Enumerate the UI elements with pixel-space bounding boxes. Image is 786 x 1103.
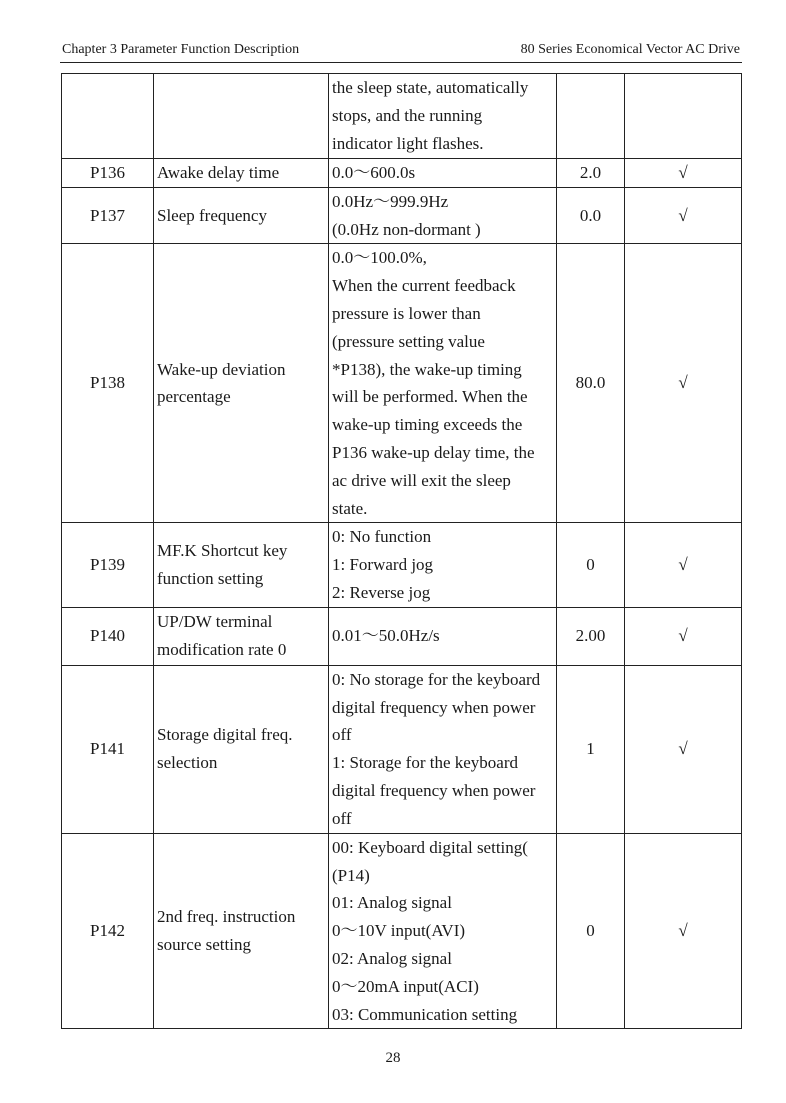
table-row bbox=[62, 523, 742, 607]
param-range-line: (pressure setting value bbox=[332, 331, 485, 351]
param-modify-check: √ bbox=[625, 187, 742, 244]
parameter-table bbox=[61, 73, 742, 1029]
table-row bbox=[62, 833, 742, 1029]
param-default: 2.00 bbox=[557, 607, 625, 665]
param-name-line: Awake delay time bbox=[157, 163, 280, 182]
param-range-line: 1: Forward jog bbox=[332, 555, 434, 575]
param-range bbox=[329, 74, 557, 159]
param-name-line: Wake-up deviation bbox=[157, 359, 286, 379]
table-row bbox=[62, 665, 742, 833]
param-range-line: 00: Keyboard digital setting( bbox=[332, 837, 528, 857]
param-default: 2.0 bbox=[557, 159, 625, 188]
table-row bbox=[62, 244, 742, 523]
param-range-line: 0.0～100.0%, bbox=[332, 248, 427, 268]
param-modify-check: √ bbox=[625, 833, 742, 1029]
param-code: P138 bbox=[62, 244, 154, 523]
param-modify-check: √ bbox=[625, 159, 742, 188]
param-code bbox=[62, 74, 154, 159]
param-name bbox=[154, 607, 329, 665]
param-range-line: off bbox=[332, 808, 352, 828]
param-range-line: (0.0Hz non-dormant ) bbox=[332, 219, 481, 239]
param-code: P139 bbox=[62, 523, 154, 607]
param-range bbox=[329, 665, 557, 833]
param-code: P137 bbox=[62, 187, 154, 244]
param-range-line: state. bbox=[332, 498, 368, 518]
param-range-line: 1: Storage for the keyboard bbox=[332, 753, 518, 773]
param-name-line: Sleep frequency bbox=[157, 205, 267, 225]
param-range-line: stops, and the running bbox=[332, 106, 483, 126]
param-range bbox=[329, 523, 557, 607]
param-range-line: wake-up timing exceeds the bbox=[332, 415, 523, 435]
param-range-line: 0.0～600.0s bbox=[332, 163, 416, 182]
param-range-line: (P14) bbox=[332, 865, 370, 885]
param-range-line: ac drive will exit the sleep bbox=[332, 470, 511, 490]
param-range bbox=[329, 833, 557, 1029]
param-name-line: percentage bbox=[157, 387, 231, 407]
param-range-line: *P138), the wake-up timing bbox=[332, 359, 522, 379]
param-code: P142 bbox=[62, 833, 154, 1029]
param-code: P140 bbox=[62, 607, 154, 665]
param-range-line: 01: Analog signal bbox=[332, 893, 452, 913]
param-default bbox=[557, 74, 625, 159]
page-header bbox=[60, 40, 742, 63]
param-range-line: When the current feedback bbox=[332, 276, 516, 296]
table-row bbox=[62, 159, 742, 188]
param-range-line: 03: Communication setting bbox=[332, 1004, 518, 1024]
page-number: 28 bbox=[385, 1050, 401, 1066]
param-name-line: Storage digital freq. bbox=[157, 725, 293, 745]
param-name bbox=[154, 523, 329, 607]
param-range-line: 0.01～50.0Hz/s bbox=[332, 626, 440, 646]
param-range-line: 0.0Hz～999.9Hz bbox=[332, 191, 449, 211]
param-range bbox=[329, 159, 557, 188]
param-name bbox=[154, 187, 329, 244]
table-row bbox=[62, 74, 742, 159]
param-name-line: function setting bbox=[157, 569, 264, 589]
param-name bbox=[154, 159, 329, 188]
param-default: 1 bbox=[557, 665, 625, 833]
param-modify-check: √ bbox=[625, 523, 742, 607]
series-title: 80 Series Economical Vector AC Drive bbox=[520, 42, 740, 57]
param-range bbox=[329, 244, 557, 523]
param-range-line: 2: Reverse jog bbox=[332, 582, 431, 602]
param-range-line: 0: No function bbox=[332, 527, 432, 547]
param-name bbox=[154, 833, 329, 1029]
param-code: P136 bbox=[62, 159, 154, 188]
param-range bbox=[329, 607, 557, 665]
param-range-line: P136 wake-up delay time, the bbox=[332, 442, 535, 462]
param-range-line: will be performed. When the bbox=[332, 387, 528, 407]
param-range-line: the sleep state, automatically bbox=[332, 78, 529, 98]
param-default: 0.0 bbox=[557, 187, 625, 244]
param-range-line: digital frequency when power bbox=[332, 781, 536, 801]
table-row bbox=[62, 607, 742, 665]
table-row bbox=[62, 187, 742, 244]
param-name bbox=[154, 244, 329, 523]
param-code: P141 bbox=[62, 665, 154, 833]
param-range-line: pressure is lower than bbox=[332, 303, 481, 323]
param-name-line: MF.K Shortcut key bbox=[157, 541, 288, 561]
param-name-line: modification rate 0 bbox=[157, 640, 287, 660]
param-range-line: digital frequency when power bbox=[332, 697, 536, 717]
param-range bbox=[329, 187, 557, 244]
param-name-line: source setting bbox=[157, 935, 251, 955]
param-name bbox=[154, 665, 329, 833]
param-range-line: indicator light flashes. bbox=[332, 133, 484, 153]
param-name-line: UP/DW terminal bbox=[157, 612, 273, 632]
param-range-line: 02: Analog signal bbox=[332, 948, 452, 968]
parameter-table-body bbox=[62, 74, 742, 1029]
param-range-line: 0～20mA input(ACI) bbox=[332, 976, 479, 996]
param-range-line: off bbox=[332, 725, 352, 745]
param-default: 80.0 bbox=[557, 244, 625, 523]
param-range-line: 0: No storage for the keyboard bbox=[332, 669, 541, 689]
param-default: 0 bbox=[557, 833, 625, 1029]
param-modify-check: √ bbox=[625, 665, 742, 833]
param-modify-check: √ bbox=[625, 607, 742, 665]
param-range-line: 0～10V input(AVI) bbox=[332, 921, 466, 941]
param-name bbox=[154, 74, 329, 159]
chapter-title: Chapter 3 Parameter Function Description bbox=[62, 42, 300, 57]
param-modify-check: √ bbox=[625, 244, 742, 523]
param-name-line: 2nd freq. instruction bbox=[157, 907, 296, 927]
param-modify-check bbox=[625, 74, 742, 159]
param-name-line: selection bbox=[157, 753, 218, 773]
param-default: 0 bbox=[557, 523, 625, 607]
